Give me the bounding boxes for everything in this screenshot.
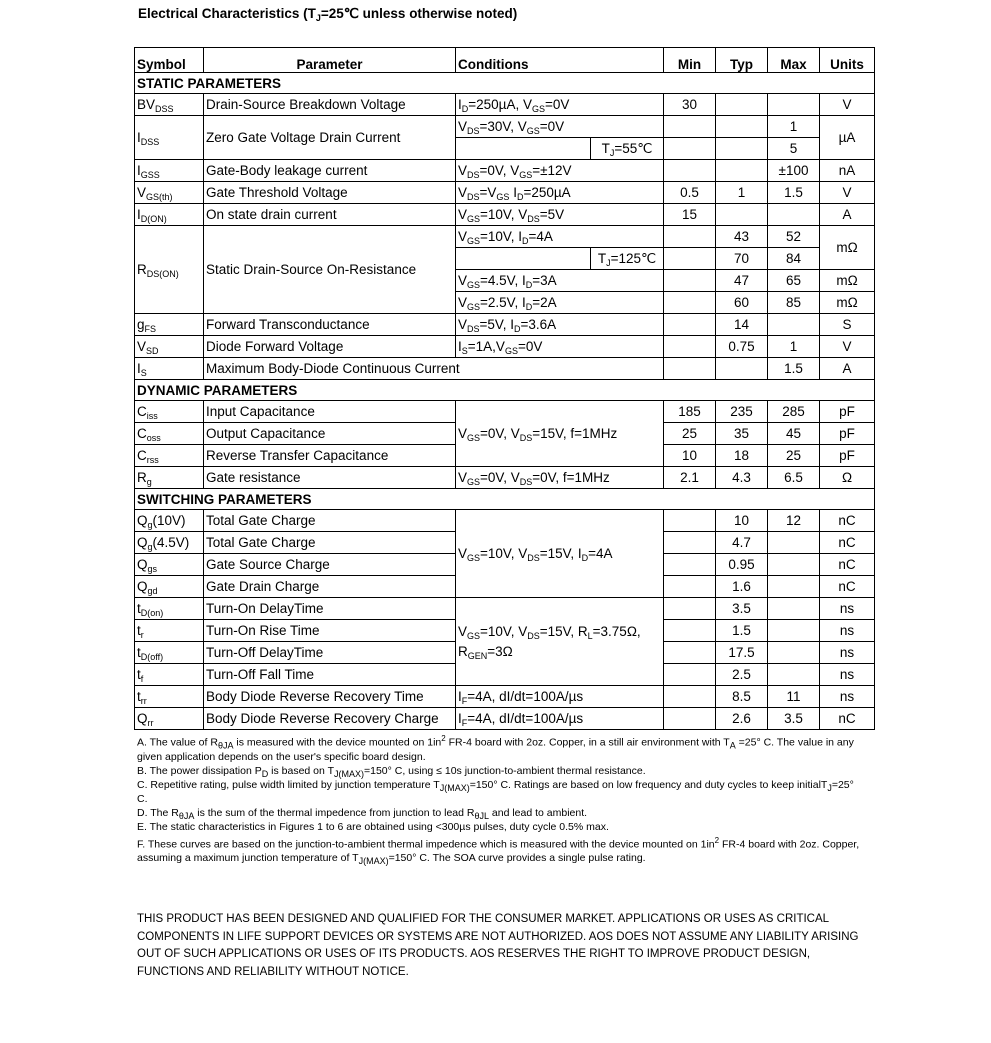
units-cell: nC — [820, 532, 875, 554]
units-cell: nC — [820, 510, 875, 532]
note-a: A. The value of $R_{\theta JA}$ is measured with the device mounted on $1in^2$ FR-4 board with 2oz. Copper, in a still air environment with $T_A =25^\circ$ C. The value in any given application depends on the user's specific board design. — [137, 734, 854, 763]
typ-cell: 4.3 — [716, 467, 768, 489]
min-cell: 2.1 — [664, 467, 716, 489]
parameter-cell: Body Diode Reverse Recovery Charge — [204, 708, 456, 730]
symbol-cell: $V_{GS(th)}$ — [135, 182, 204, 204]
typ-cell — [716, 358, 768, 380]
max-cell: 85 — [768, 292, 820, 314]
parameter-cell: Total Gate Charge — [204, 510, 456, 532]
table-row — [135, 116, 875, 138]
max-cell — [768, 576, 820, 598]
note-d: D. The $R_{\theta JA}$ is the sum of the thermal impedence from junction to lead $R_{\theta JL}$ and lead to ambient. — [137, 806, 588, 821]
units-cell: A — [820, 204, 875, 226]
symbol-cell: $R_g$ — [135, 467, 204, 489]
max-cell: 1 — [768, 116, 820, 138]
typ-cell — [716, 160, 768, 182]
max-cell — [768, 204, 820, 226]
conditions-cell: $V_{GS}=10V$, $V_{DS}=15V$, $R_L=3.75\Omega$, $R_{GEN}=3\Omega$ — [456, 598, 664, 686]
note-b: B. The power dissipation $P_D$ is based on $T_{J(MAX)}=150^\circ$ C, using ≤ 10s junction-to-ambient thermal resistance. — [137, 764, 646, 779]
max-cell: 45 — [768, 423, 820, 445]
max-cell — [768, 620, 820, 642]
tj-condition-cell: $T_J=125℃$ — [591, 248, 664, 270]
table-header-row — [135, 48, 875, 73]
units-cell: µA — [820, 116, 875, 160]
min-cell — [664, 226, 716, 248]
parameter-cell: Output Capacitance — [204, 423, 456, 445]
symbol-cell: $g_{FS}$ — [135, 314, 204, 336]
parameter-cell: On state drain current — [204, 204, 456, 226]
symbol-cell: $BV_{DSS}$ — [135, 94, 204, 116]
units-cell: V — [820, 182, 875, 204]
symbol-cell: $C_{iss}$ — [135, 401, 204, 423]
symbol-cell: $Q_{rr}$ — [135, 708, 204, 730]
symbol-cell: $Q_g(10V)$ — [135, 510, 204, 532]
max-cell — [768, 554, 820, 576]
parameter-cell: Turn-Off Fall Time — [204, 664, 456, 686]
header-conditions: Conditions — [456, 48, 664, 73]
symbol-cell: $C_{rss}$ — [135, 445, 204, 467]
conditions-cell: $V_{GS}=0V$, $V_{DS}=0V$, f=1MHz — [456, 467, 664, 489]
symbol-cell: $t_{D(off)}$ — [135, 642, 204, 664]
symbol-cell: $C_{oss}$ — [135, 423, 204, 445]
typ-cell — [716, 116, 768, 138]
min-cell — [664, 642, 716, 664]
page-title: Electrical Characteristics ($T_J=25℃$ unless otherwise noted) — [138, 6, 518, 23]
units-cell: pF — [820, 445, 875, 467]
min-cell: 30 — [664, 94, 716, 116]
conditions-cell: $V_{DS}=5V$, $I_D=3.6A$ — [456, 314, 664, 336]
typ-cell: 2.6 — [716, 708, 768, 730]
conditions-cell: $V_{GS}=10V$, $V_{DS}=5V$ — [456, 204, 664, 226]
max-cell: 11 — [768, 686, 820, 708]
symbol-cell: $Q_g(4.5V)$ — [135, 532, 204, 554]
units-cell: V — [820, 94, 875, 116]
disclaimer-line: OUT OF SUCH APPLICATIONS OR USES OF ITS PRODUCTS. AOS RESERVES THE RIGHT TO IMPROVE PRODUCT DESIGN, — [137, 948, 811, 960]
min-cell: 25 — [664, 423, 716, 445]
note-e: E. The static characteristics in Figures 1 to 6 are obtained using <300µs pulses, duty cycle 0.5% max. — [137, 820, 609, 833]
typ-cell: 14 — [716, 314, 768, 336]
parameter-cell: Zero Gate Voltage Drain Current — [204, 116, 456, 160]
max-cell — [768, 532, 820, 554]
units-cell: ns — [820, 620, 875, 642]
max-cell — [768, 94, 820, 116]
max-cell — [768, 664, 820, 686]
conditions-cell: $V_{DS}=V_{GS}$ $I_D=250\mu A$ — [456, 182, 664, 204]
symbol-cell: $I_{DSS}$ — [135, 116, 204, 160]
parameter-cell: Reverse Transfer Capacitance — [204, 445, 456, 467]
table-row — [135, 598, 875, 620]
table-row — [135, 708, 875, 730]
conditions-cell: $V_{GS}=10V$, $V_{DS}=15V$, $I_D=4A$ — [456, 510, 664, 598]
min-cell — [664, 686, 716, 708]
disclaimer — [137, 911, 877, 981]
units-cell: ns — [820, 686, 875, 708]
parameter-cell: Drain-Source Breakdown Voltage — [204, 94, 456, 116]
symbol-cell: $I_{GSS}$ — [135, 160, 204, 182]
typ-cell: 3.5 — [716, 598, 768, 620]
conditions-cell: $V_{GS}=4.5V$, $I_D=3A$ — [456, 270, 664, 292]
conditions-cell: $V_{GS}=0V$, $V_{DS}=15V$, f=1MHz — [456, 401, 664, 467]
header-symbol: Symbol — [135, 48, 204, 73]
max-cell: 65 — [768, 270, 820, 292]
note-c: C. Repetitive rating, pulse width limited by junction temperature $T_{J(MAX)}=150^\circ$ C. Ratings are based on low frequency and duty cycles to keep initialT$_J$=25° C. — [137, 778, 854, 805]
max-cell: 1.5 — [768, 182, 820, 204]
parameter-cell: Gate Drain Charge — [204, 576, 456, 598]
typ-cell: 1.6 — [716, 576, 768, 598]
symbol-cell: $t_r$ — [135, 620, 204, 642]
units-cell: mΩ — [820, 292, 875, 314]
parameter-cell: Turn-Off DelayTime — [204, 642, 456, 664]
min-cell — [664, 620, 716, 642]
units-cell: nC — [820, 576, 875, 598]
typ-cell: 4.7 — [716, 532, 768, 554]
typ-cell: 60 — [716, 292, 768, 314]
conditions-cell: $V_{GS}=2.5V$, $I_D=2A$ — [456, 292, 664, 314]
typ-cell — [716, 94, 768, 116]
max-cell — [768, 642, 820, 664]
max-cell: 5 — [768, 138, 820, 160]
parameter-cell: Gate Source Charge — [204, 554, 456, 576]
parameter-cell: Diode Forward Voltage — [204, 336, 456, 358]
symbol-cell: $Q_{gs}$ — [135, 554, 204, 576]
typ-cell: 235 — [716, 401, 768, 423]
max-cell: 25 — [768, 445, 820, 467]
header-min: Min — [664, 48, 716, 73]
conditions-cell: $I_F=4A$, dI/dt=100A/µs — [456, 708, 664, 730]
units-cell: S — [820, 314, 875, 336]
parameter-cell: Input Capacitance — [204, 401, 456, 423]
units-cell: Ω — [820, 467, 875, 489]
table-row — [135, 314, 875, 336]
tj-condition-cell: $T_J=55℃$ — [591, 138, 664, 160]
min-cell — [664, 708, 716, 730]
symbol-cell: $t_{D(on)}$ — [135, 598, 204, 620]
parameter-cell: Turn-On Rise Time — [204, 620, 456, 642]
typ-cell: 1 — [716, 182, 768, 204]
typ-cell: 47 — [716, 270, 768, 292]
table-row — [135, 358, 875, 380]
table-row — [135, 160, 875, 182]
max-cell: 84 — [768, 248, 820, 270]
table-row — [135, 204, 875, 226]
symbol-cell: $t_{rr}$ — [135, 686, 204, 708]
symbol-cell: $V_{SD}$ — [135, 336, 204, 358]
typ-cell — [716, 138, 768, 160]
header-parameter: Parameter — [204, 48, 456, 73]
table-row — [135, 226, 875, 248]
parameter-cell: Total Gate Charge — [204, 532, 456, 554]
typ-cell: 35 — [716, 423, 768, 445]
header-max: Max — [768, 48, 820, 73]
table-row — [135, 510, 875, 532]
units-cell: V — [820, 336, 875, 358]
parameter-cell: Maximum Body-Diode Continuous Current — [204, 358, 664, 380]
units-cell: ns — [820, 598, 875, 620]
parameter-cell: Static Drain-Source On-Resistance — [204, 226, 456, 314]
typ-cell: 17.5 — [716, 642, 768, 664]
units-cell: A — [820, 358, 875, 380]
min-cell — [664, 598, 716, 620]
min-cell — [664, 248, 716, 270]
parameter-cell: Gate resistance — [204, 467, 456, 489]
max-cell: 285 — [768, 401, 820, 423]
typ-cell: 43 — [716, 226, 768, 248]
units-cell: pF — [820, 401, 875, 423]
min-cell — [664, 336, 716, 358]
typ-cell: 0.75 — [716, 336, 768, 358]
min-cell — [664, 138, 716, 160]
footnotes — [137, 732, 862, 865]
table-row — [135, 467, 875, 489]
table-row — [135, 94, 875, 116]
symbol-cell: $t_f$ — [135, 664, 204, 686]
min-cell — [664, 358, 716, 380]
max-cell: 1 — [768, 336, 820, 358]
conditions-cell: $V_{DS}=0V$, $V_{GS}=\pm 12V$ — [456, 160, 664, 182]
units-cell: nC — [820, 708, 875, 730]
min-cell — [664, 314, 716, 336]
symbol-cell: $R_{DS(ON)}$ — [135, 226, 204, 314]
conditions-blank — [456, 138, 591, 160]
typ-cell: 8.5 — [716, 686, 768, 708]
max-cell — [768, 598, 820, 620]
units-cell: ns — [820, 642, 875, 664]
disclaimer-line: COMPONENTS IN LIFE SUPPORT DEVICES OR SYSTEMS ARE NOT AUTHORIZED. AOS DOES NOT ASSUME ANY LIABILITY ARISING — [137, 930, 859, 943]
parameter-cell: Body Diode Reverse Recovery Time — [204, 686, 456, 708]
table-row — [135, 401, 875, 423]
symbol-cell: $Q_{gd}$ — [135, 576, 204, 598]
disclaimer-line: THIS PRODUCT HAS BEEN DESIGNED AND QUALIFIED FOR THE CONSUMER MARKET. APPLICATIONS OR USES AS CRITICAL — [137, 913, 830, 925]
min-cell: 185 — [664, 401, 716, 423]
min-cell — [664, 532, 716, 554]
note-f: F. These curves are based on the junction-to-ambient thermal impedence which is measured with the device mounted on $1in^2$ FR-4 board with 2oz. Copper, assuming a maximum junction temperature of $T_{J(MAX)}=150^\circ$ C. The SOA curve provides a single pulse rating. — [137, 835, 860, 866]
min-cell — [664, 576, 716, 598]
min-cell — [664, 270, 716, 292]
typ-cell: 0.95 — [716, 554, 768, 576]
typ-cell — [716, 204, 768, 226]
max-cell: 3.5 — [768, 708, 820, 730]
typ-cell: 18 — [716, 445, 768, 467]
min-cell: 10 — [664, 445, 716, 467]
min-cell — [664, 664, 716, 686]
parameter-cell: Gate Threshold Voltage — [204, 182, 456, 204]
disclaimer-line: FUNCTIONS AND RELIABILITY WITHOUT NOTICE. — [137, 965, 409, 978]
table-row — [135, 686, 875, 708]
max-cell: 12 — [768, 510, 820, 532]
units-cell: mΩ — [820, 226, 875, 270]
min-cell — [664, 116, 716, 138]
typ-cell: 10 — [716, 510, 768, 532]
parameter-cell: Gate-Body leakage current — [204, 160, 456, 182]
section-switching: SWITCHING PARAMETERS — [135, 489, 875, 510]
min-cell — [664, 160, 716, 182]
header-typ: Typ — [716, 48, 768, 73]
table-row — [135, 182, 875, 204]
min-cell — [664, 292, 716, 314]
max-cell: ±100 — [768, 160, 820, 182]
min-cell — [664, 554, 716, 576]
section-static: STATIC PARAMETERS — [135, 73, 875, 94]
max-cell — [768, 314, 820, 336]
header-units: Units — [820, 48, 875, 73]
symbol-cell: $I_S$ — [135, 358, 204, 380]
conditions-cell: $I_S=1A,V_{GS}=0V$ — [456, 336, 664, 358]
table-row — [135, 336, 875, 358]
parameter-cell: Forward Transconductance — [204, 314, 456, 336]
units-cell: nC — [820, 554, 875, 576]
min-cell — [664, 510, 716, 532]
typ-cell: 70 — [716, 248, 768, 270]
units-cell: mΩ — [820, 270, 875, 292]
parameter-cell: Turn-On DelayTime — [204, 598, 456, 620]
typ-cell: 1.5 — [716, 620, 768, 642]
conditions-cell: $I_D=250\mu A$, $V_{GS}=0V$ — [456, 94, 664, 116]
max-cell: 52 — [768, 226, 820, 248]
electrical-characteristics-table — [134, 47, 875, 730]
min-cell: 15 — [664, 204, 716, 226]
conditions-blank — [456, 248, 591, 270]
conditions-cell: $I_F=4A$, dI/dt=100A/µs — [456, 686, 664, 708]
typ-cell: 2.5 — [716, 664, 768, 686]
section-dynamic: DYNAMIC PARAMETERS — [135, 380, 875, 401]
conditions-cell: $V_{DS}=30V$, $V_{GS}=0V$ — [456, 116, 664, 138]
symbol-cell: $I_{D(ON)}$ — [135, 204, 204, 226]
max-cell: 6.5 — [768, 467, 820, 489]
units-cell: pF — [820, 423, 875, 445]
conditions-cell: $V_{GS}=10V$, $I_D=4A$ — [456, 226, 664, 248]
units-cell: nA — [820, 160, 875, 182]
max-cell: 1.5 — [768, 358, 820, 380]
units-cell: ns — [820, 664, 875, 686]
min-cell: 0.5 — [664, 182, 716, 204]
